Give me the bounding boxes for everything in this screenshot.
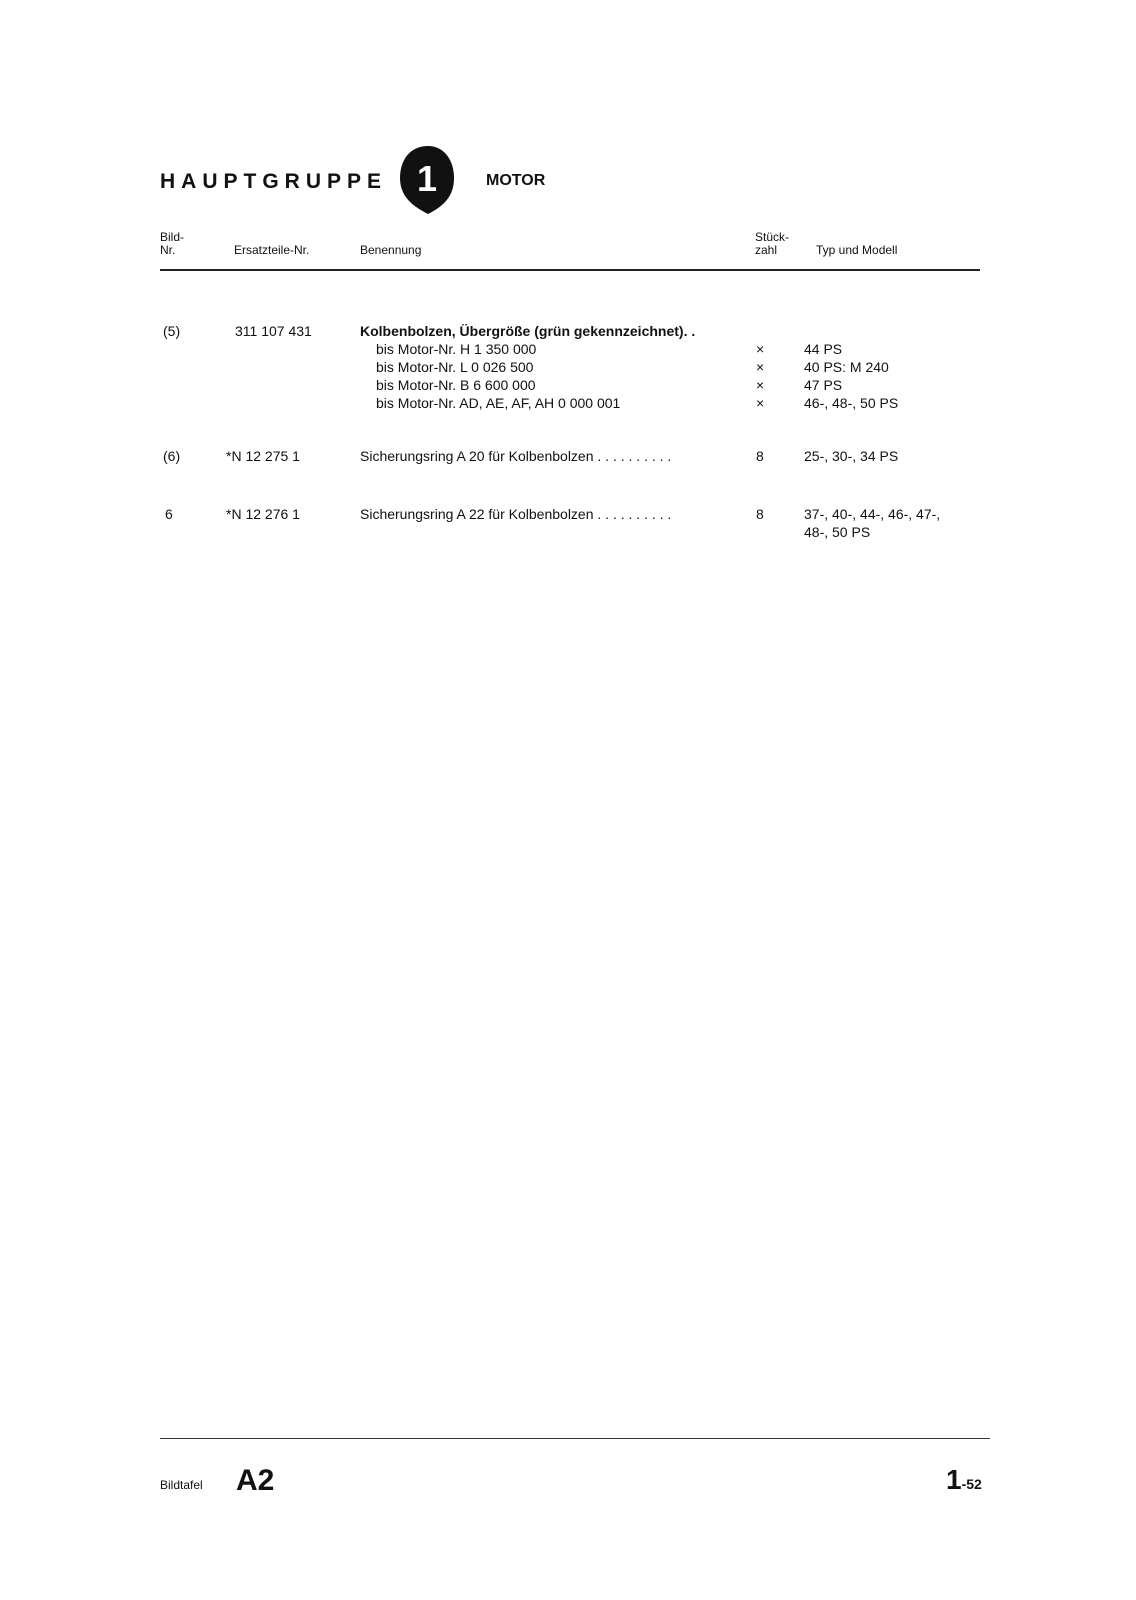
row2-bild: (6) xyxy=(163,448,181,464)
bildtafel-code: A2 xyxy=(236,1464,275,1497)
col-model-header: Typ und Modell xyxy=(816,243,898,257)
row3-name: Sicherungsring A 22 für Kolbenbolzen . . . . . . . . . . xyxy=(360,506,672,522)
row2-qty: 8 xyxy=(756,448,764,464)
header-rule xyxy=(160,269,980,271)
row3-part: *N 12 276 1 xyxy=(226,506,300,522)
footer-rule xyxy=(160,1438,990,1439)
group-number: 1 xyxy=(416,158,438,199)
row2-model: 25-, 30-, 34 PS xyxy=(804,448,899,464)
group-title: MOTOR xyxy=(486,172,546,189)
page-sub: -52 xyxy=(961,1476,982,1492)
col-name-header: Benennung xyxy=(360,243,422,257)
row1-sub3-text: bis Motor-Nr. B 6 600 000 xyxy=(376,377,536,393)
row1-sub1-text: bis Motor-Nr. H 1 350 000 xyxy=(376,341,537,357)
row1-sub3-qty: × xyxy=(756,377,765,393)
col-bild-line2: Nr. xyxy=(160,243,176,257)
row1-sub4-model: 46-, 48-, 50 PS xyxy=(804,395,899,411)
row3-bild: 6 xyxy=(165,506,173,522)
row1-sub1-model: 44 PS xyxy=(804,341,843,357)
col-qty-line2: zahl xyxy=(755,243,778,257)
group-label: HAUPTGRUPPE xyxy=(160,170,388,193)
row2-part: *N 12 275 1 xyxy=(226,448,300,464)
col-qty-line1: Stück- xyxy=(755,230,790,244)
row1-sub4-text: bis Motor-Nr. AD, AE, AF, AH 0 000 001 xyxy=(376,395,621,411)
col-bild-line1: Bild- xyxy=(160,230,185,244)
row1-name: Kolbenbolzen, Übergröße (grün gekennzeichnet). . xyxy=(360,323,696,339)
row1-sub4-qty: × xyxy=(756,395,765,411)
group-number-badge xyxy=(396,144,458,216)
row1-sub1-qty: × xyxy=(756,341,765,357)
bildtafel-label: Bildtafel xyxy=(160,1478,203,1492)
row3-model-line1: 37-, 40-, 44-, 46-, 47-, xyxy=(804,506,941,522)
row3-model-line2: 48-, 50 PS xyxy=(804,524,871,540)
page-number xyxy=(946,1464,982,1496)
row1-sub2-qty: × xyxy=(756,359,765,375)
row1-sub3-model: 47 PS xyxy=(804,377,843,393)
col-bild-header xyxy=(160,231,184,257)
page-main: 1 xyxy=(946,1464,962,1495)
row3-qty: 8 xyxy=(756,506,764,522)
row1-bild: (5) xyxy=(163,323,181,339)
col-qty-header xyxy=(755,231,789,257)
row1-part: 311 107 431 xyxy=(235,323,312,339)
row2-name: Sicherungsring A 20 für Kolbenbolzen . . . . . . . . . . xyxy=(360,448,672,464)
row1-sub2-text: bis Motor-Nr. L 0 026 500 xyxy=(376,359,534,375)
col-part-header: Ersatzteile-Nr. xyxy=(234,243,310,257)
row1-sub2-model: 40 PS: M 240 xyxy=(804,359,889,375)
